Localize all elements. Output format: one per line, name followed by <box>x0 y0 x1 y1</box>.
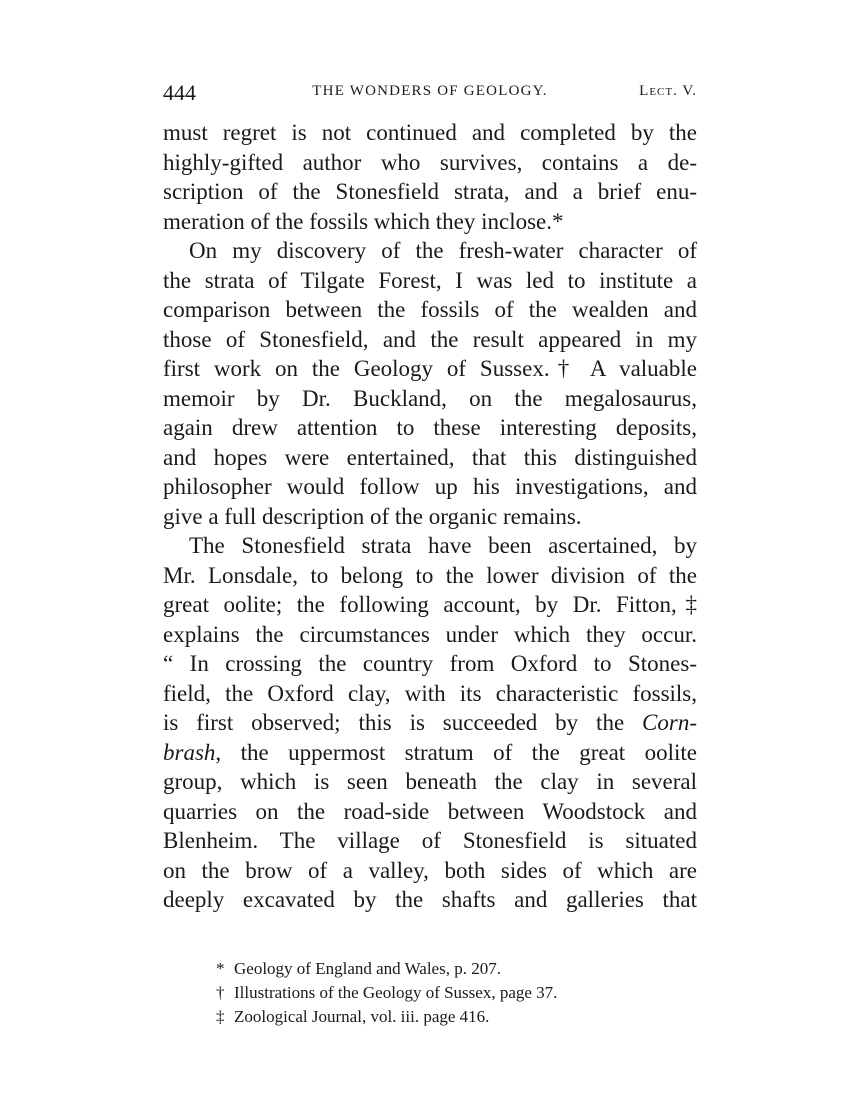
page-number: 444 <box>163 80 196 105</box>
text-line: highly-gifted author who survives, contains a de- <box>163 149 697 175</box>
footnote-text: Geology of England and Wales, p. 207. <box>234 959 501 978</box>
running-title: THE WONDERS OF GEOLOGY. <box>312 83 548 99</box>
footnote-mark: * <box>216 959 225 978</box>
text-line: The Stonesfield strata have been ascertained, by <box>189 533 697 558</box>
footnote <box>216 981 676 1005</box>
text-line: field, the Oxford clay, with its characteristic fossils, <box>163 680 697 706</box>
text-line: brash, the uppermost stratum of the great oolite <box>163 739 697 765</box>
text-line: quarries on the road-side between Woodstock and <box>163 798 697 824</box>
text-line: give a full description of the organic remains. <box>163 503 582 529</box>
text-line: group, which is seen beneath the clay in several <box>163 769 697 794</box>
text-line: philosopher would follow up his investigations, and <box>163 474 697 499</box>
text-line: again drew attention to these interesting deposits, <box>163 415 697 440</box>
text-line: comparison between the fossils of the wealden and <box>163 297 697 322</box>
lecture-label: Lect. V. <box>639 83 697 99</box>
text-line: Blenheim. The village of Stonesfield is situated <box>163 828 697 853</box>
text-line: explains the circumstances under which they occur. <box>163 621 697 647</box>
footnotes <box>216 957 676 1029</box>
text-line: “ In crossing the country from Oxford to Stones- <box>163 651 697 676</box>
footnote <box>216 957 676 981</box>
text-line: the strata of Tilgate Forest, I was led to institute a <box>163 267 697 293</box>
text-line: scription of the Stonesfield strata, and a brief enu- <box>163 179 697 204</box>
text-line: on the brow of a valley, both sides of which are <box>163 857 697 883</box>
footnote-text: Zoological Journal, vol. iii. page 416. <box>234 1007 490 1026</box>
text-line: must regret is not continued and completed by the <box>163 120 697 145</box>
text-line: deeply excavated by the shafts and galleries that <box>163 887 697 912</box>
text-line: first work on the Geology of Sussex.† A valuable <box>163 356 697 381</box>
text-line: and hopes were entertained, that this distinguished <box>163 444 697 470</box>
text-line: Mr. Lonsdale, to belong to the lower division of the <box>163 562 697 588</box>
text-line: great oolite; the following account, by Dr. Fitton,‡ <box>163 592 697 617</box>
text-line: meration of the fossils which they inclose.* <box>163 208 564 234</box>
footnote-mark: ‡ <box>216 1007 225 1026</box>
running-header <box>163 80 697 104</box>
body-text <box>163 118 697 915</box>
text-line: On my discovery of the fresh-water character of <box>189 238 697 263</box>
footnote <box>216 1005 676 1029</box>
text-line: those of Stonesfield, and the result appeared in my <box>163 326 697 352</box>
text-line: memoir by Dr. Buckland, on the megalosaurus, <box>163 385 697 411</box>
footnote-text: Illustrations of the Geology of Sussex, page 37. <box>234 983 558 1002</box>
footnote-mark: † <box>216 983 225 1002</box>
text-line: is first observed; this is succeeded by the Corn- <box>163 710 697 735</box>
